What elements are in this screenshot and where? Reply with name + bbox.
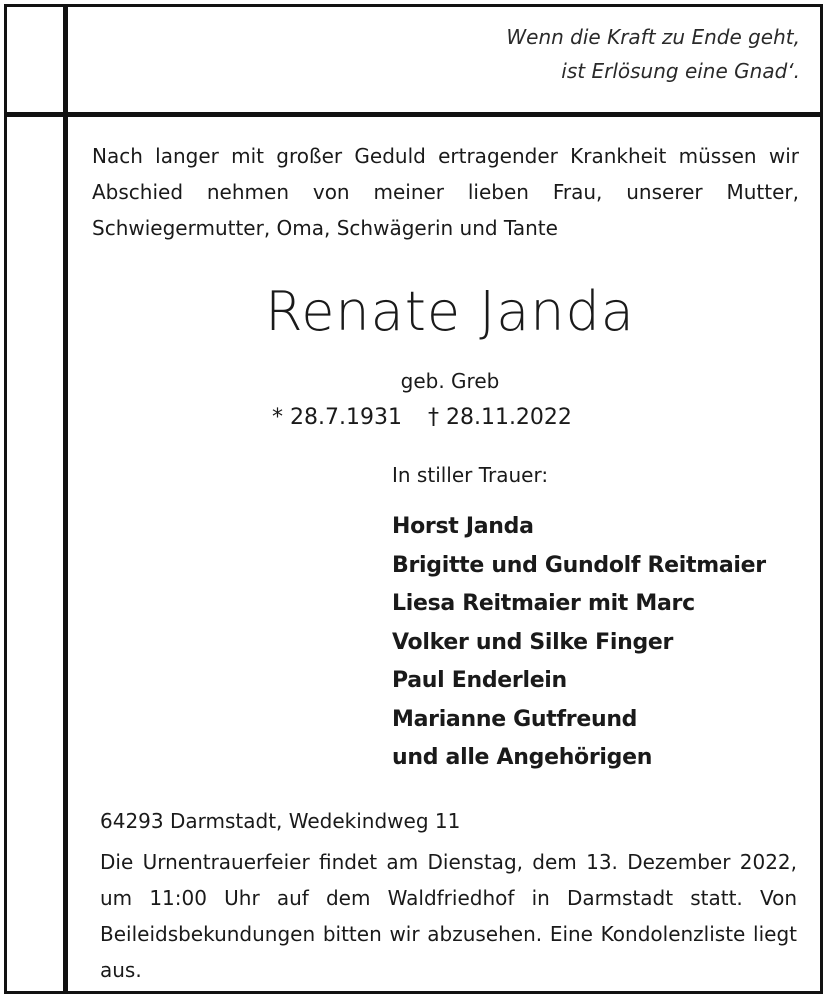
motto-quote xyxy=(440,20,800,88)
motto-line-1: Wenn die Kraft zu Ende geht, xyxy=(506,25,800,49)
birth-name: geb. Greb xyxy=(400,369,500,393)
mourners-list xyxy=(392,508,766,778)
life-dates xyxy=(272,402,672,434)
motto-line-2: ist Erlösung eine Gnad‘. xyxy=(561,59,800,83)
cross-vertical-beam xyxy=(63,4,68,994)
death-date: † 28.11.2022 xyxy=(427,405,572,430)
address: 64293 Darmstadt, Wedekindweg 11 xyxy=(100,809,461,833)
mourner-item: Horst Janda xyxy=(392,514,534,539)
mourner-item: Paul Enderlein xyxy=(392,668,567,693)
intro-text: Nach langer mit großer Geduld ertragender Krankheit müssen wir Abschied nehmen von meiner lieben Frau, unserer Mutter, Schwiegermutter, Oma, Schwägerin und Tante xyxy=(92,144,799,240)
mourner-item: Marianne Gutfreund xyxy=(392,706,638,732)
mourner-item: Liesa Reitmaier mit Marc xyxy=(392,591,695,616)
mourning-label: In stiller Trauer: xyxy=(392,463,549,487)
mourner-item: Volker und Silke Finger xyxy=(392,629,674,655)
birth-date: * 28.7.1931 xyxy=(272,405,402,430)
mourner-item: und alle Angehörigen xyxy=(392,745,653,770)
cross-horizontal-beam xyxy=(4,112,823,117)
service-info: Die Urnentrauerfeier findet am Dienstag, dem 13. Dezember 2022, um 11:00 Uhr auf dem Waldfriedhof in Darmstadt statt. Von Beileidsbekundungen bitten wir abzusehen. Eine Kondolenzliste liegt aus. xyxy=(100,850,797,982)
mourner-item: Brigitte und Gundolf Reitmaier xyxy=(392,552,766,578)
deceased-name: Renate Janda xyxy=(265,280,635,343)
